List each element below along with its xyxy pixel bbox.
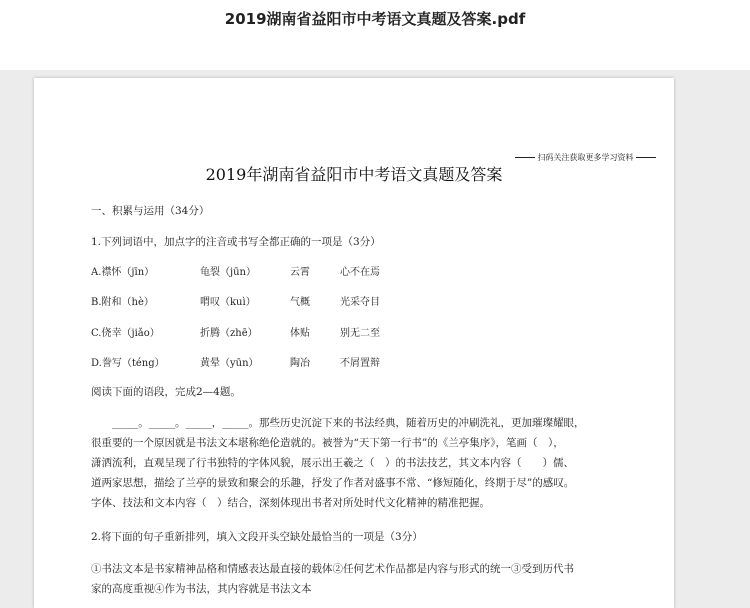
option-b-word-1: B.附和（hè） [91, 297, 154, 308]
watermark-right-rule [636, 157, 656, 158]
option-b-word-3: 气概 [290, 297, 310, 308]
option-d-word-1: D.誊写（téng） [91, 358, 165, 369]
passage-line: _____。_____。_____，_____。那些历史沉淀下来的书法经典，随着历史的冲刷洗礼，更加璀璨耀眼， [91, 417, 585, 429]
question-2-sentences-line-2: 家的高度重视④作为书法，其内容就是书法文本 [91, 583, 312, 595]
option-a-word-1: A.襟怀（jīn） [91, 267, 155, 278]
option-a-word-3: 云霄 [290, 267, 310, 278]
passage-line: 道两家思想，描绘了兰亭的景致和聚会的乐趣，抒发了作者对盛事不常、“修短随化，终期于尽”的感叹。 [91, 477, 575, 489]
option-c-word-2: 折腾（zhē） [200, 328, 258, 339]
option-d-word-4: 不屑置辩 [340, 358, 380, 369]
watermark-left-rule [515, 157, 535, 158]
reading-instruction: 阅读下面的语段，完成2—4题。 [91, 386, 241, 398]
passage-line: 字体、技法和文本内容（ ）结合，深刻体现出书者对所处时代文化精神的精准把握。 [91, 497, 490, 509]
option-c-word-1: C.侥幸（jiǎo） [91, 328, 160, 339]
option-c-word-4: 别无二至 [340, 328, 380, 339]
option-d-word-3: 陶冶 [290, 358, 310, 369]
watermark-text: 扫码关注获取更多学习资料 [537, 153, 634, 162]
question-2: 2.将下面的句子重新排列，填入文段开头空缺处最恰当的一项是（3分） [91, 531, 423, 543]
option-d-word-2: 黄晕（yūn） [200, 358, 259, 369]
passage-line: 潇洒流利，直观呈现了行书独特的字体风貌，展示出王羲之（ ）的书法技艺，其文本内容（ ）儒、 [91, 457, 574, 469]
section-title: 一、积累与运用（34分） [91, 205, 210, 217]
option-b-word-2: 喟叹（kuì） [200, 297, 256, 308]
reading-passage [91, 413, 619, 513]
question-1: 1.下列词语中，加点字的注音或书写全都正确的一项是（3分） [91, 236, 381, 248]
page-heading: 2019年湖南省益阳市中考语文真题及答案 [205, 165, 503, 184]
option-c-word-3: 体贴 [290, 328, 310, 339]
question-2-sentences-line-1: ①书法文本是书家精神品格和情感表达最直接的载体②任何艺术作品都是内容与形式的统一③受到历代书 [91, 563, 574, 575]
option-a-word-4: 心不在焉 [340, 267, 380, 278]
option-a-word-2: 龟裂（jūn） [200, 267, 256, 278]
option-b-word-4: 光采夺目 [340, 297, 380, 308]
pdf-page [34, 78, 674, 608]
viewer-toolbar [0, 0, 750, 70]
document-file-title: 2019湖南省益阳市中考语文真题及答案.pdf [224, 10, 526, 28]
passage-line: 很重要的一个原因就是书法文本堪称绝伦造就的。被誉为“天下第一行书”的《兰亭集序》，笔画（ ）， [91, 437, 564, 449]
